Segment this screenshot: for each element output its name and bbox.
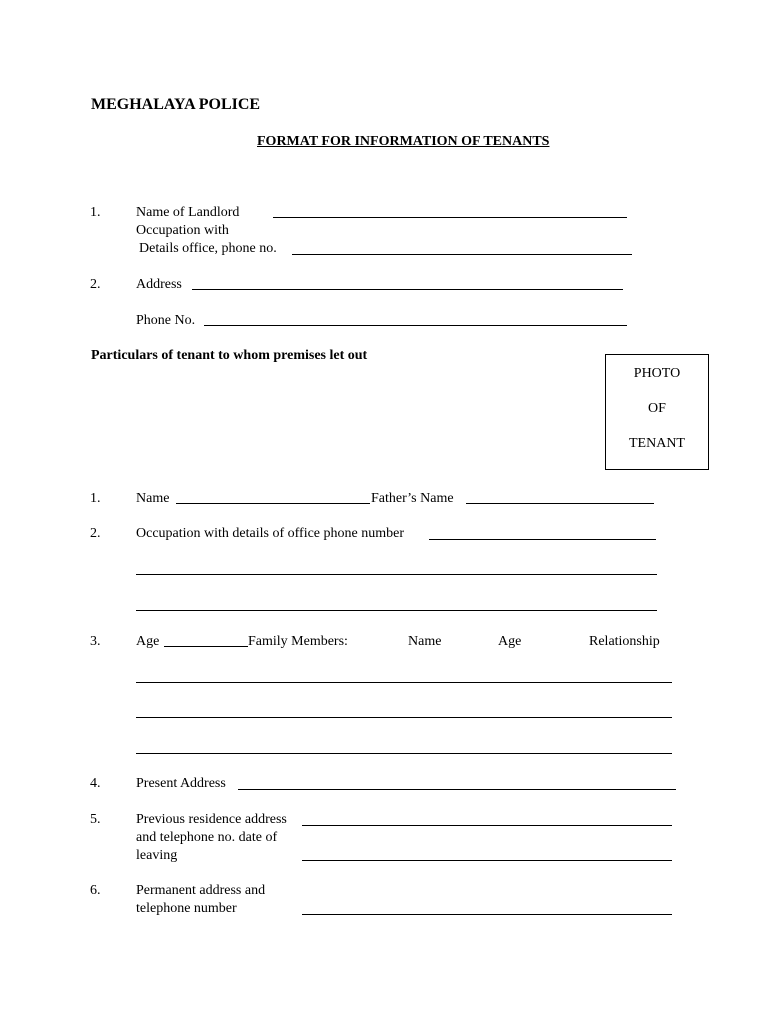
item-number: 1. bbox=[90, 491, 101, 506]
photo-label-line1: PHOTO bbox=[633, 366, 681, 381]
previous-address-label-line2: and telephone no. date of bbox=[136, 830, 278, 845]
occupation-field-line3[interactable] bbox=[136, 610, 657, 611]
landlord-phone-label: Phone No. bbox=[136, 313, 196, 328]
tenant-name-label: Name bbox=[136, 491, 170, 506]
tenant-name-field[interactable] bbox=[176, 503, 370, 504]
age-label: Age bbox=[136, 634, 160, 649]
age-field[interactable] bbox=[164, 646, 248, 647]
family-member-line2[interactable] bbox=[136, 717, 672, 718]
previous-address-label-line3: leaving bbox=[136, 848, 178, 863]
present-address-label: Present Address bbox=[136, 776, 226, 791]
landlord-occupation-label: Occupation with bbox=[136, 223, 229, 238]
family-age-column: Age bbox=[498, 634, 522, 649]
permanent-address-label-line1: Permanent address and bbox=[136, 883, 266, 898]
landlord-details-field[interactable] bbox=[292, 254, 632, 255]
father-name-field[interactable] bbox=[466, 503, 654, 504]
landlord-name-label: Name of Landlord bbox=[136, 205, 240, 220]
family-member-line1[interactable] bbox=[136, 682, 672, 683]
item-number: 2. bbox=[90, 277, 101, 292]
occupation-field-line2[interactable] bbox=[136, 574, 657, 575]
landlord-address-label: Address bbox=[136, 277, 182, 292]
landlord-phone-field[interactable] bbox=[204, 325, 627, 326]
occupation-field[interactable] bbox=[429, 539, 656, 540]
previous-address-field-line2[interactable] bbox=[302, 860, 672, 861]
previous-address-label-line1: Previous residence address bbox=[136, 812, 287, 827]
family-member-line3[interactable] bbox=[136, 753, 672, 754]
landlord-name-field[interactable] bbox=[273, 217, 627, 218]
photo-label-line2: OF bbox=[648, 401, 666, 416]
landlord-details-label: Details office, phone no. bbox=[139, 241, 277, 256]
tenant-section-heading: Particulars of tenant to whom premises let out bbox=[91, 348, 368, 363]
present-address-field[interactable] bbox=[238, 789, 676, 790]
previous-address-field[interactable] bbox=[302, 825, 672, 826]
item-number: 5. bbox=[90, 812, 101, 827]
item-number: 6. bbox=[90, 883, 101, 898]
item-number: 1. bbox=[90, 205, 101, 220]
family-name-column: Name bbox=[408, 634, 442, 649]
item-number: 3. bbox=[90, 634, 101, 649]
father-name-label: Father’s Name bbox=[371, 491, 454, 506]
org-name: MEGHALAYA POLICE bbox=[91, 96, 261, 113]
form-title: FORMAT FOR INFORMATION OF TENANTS bbox=[257, 134, 550, 149]
item-number: 2. bbox=[90, 526, 101, 541]
family-members-label: Family Members: bbox=[248, 634, 348, 649]
permanent-address-label-line2: telephone number bbox=[136, 901, 237, 916]
family-relationship-column: Relationship bbox=[589, 634, 660, 649]
occupation-label: Occupation with details of office phone number bbox=[136, 526, 404, 541]
photo-label-line3: TENANT bbox=[629, 436, 685, 451]
landlord-address-field[interactable] bbox=[192, 289, 623, 290]
tenant-photo-box bbox=[605, 354, 709, 470]
permanent-address-field[interactable] bbox=[302, 914, 672, 915]
item-number: 4. bbox=[90, 776, 101, 791]
